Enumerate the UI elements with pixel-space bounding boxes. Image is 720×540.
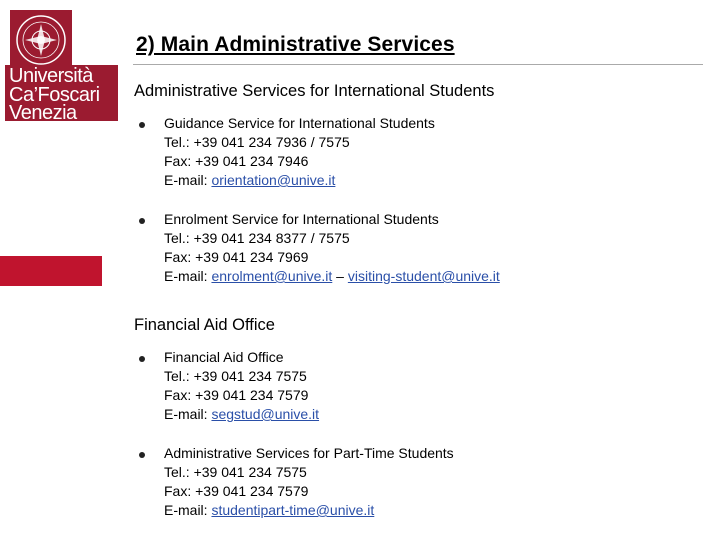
logo-line-2: Ca’Foscari xyxy=(9,83,100,106)
entry-enrolment-service xyxy=(164,210,500,286)
entry-fax: Fax: +39 041 234 7969 xyxy=(164,249,309,265)
section-heading-international: Administrative Services for International Students xyxy=(134,82,495,100)
email-label: E-mail: xyxy=(164,268,212,284)
email-label: E-mail: xyxy=(164,172,212,188)
university-seal-icon xyxy=(10,10,72,70)
page-title: 2) Main Administrative Services xyxy=(136,33,455,56)
entry-name: Enrolment Service for International Students xyxy=(164,211,439,227)
entry-name: Administrative Services for Part-Time Students xyxy=(164,445,454,461)
bullet-icon xyxy=(139,356,145,362)
entry-financial-aid-office xyxy=(164,348,319,424)
email-label: E-mail: xyxy=(164,406,212,422)
email-separator: – xyxy=(332,268,348,284)
entry-tel: Tel.: +39 041 234 7575 xyxy=(164,464,307,480)
email-link-part-time[interactable]: studentipart-time@unive.it xyxy=(211,502,375,518)
entry-fax: Fax: +39 041 234 7579 xyxy=(164,387,309,403)
entry-tel: Tel.: +39 041 234 7575 xyxy=(164,368,307,384)
email-link-enrolment[interactable]: enrolment@unive.it xyxy=(211,268,333,284)
entry-email xyxy=(164,171,435,190)
entry-fax: Fax: +39 041 234 7946 xyxy=(164,153,309,169)
entry-email xyxy=(164,501,454,520)
email-label: E-mail: xyxy=(164,502,212,518)
entry-part-time-students xyxy=(164,444,454,520)
email-link-segstud[interactable]: segstud@unive.it xyxy=(211,406,320,422)
entry-name: Guidance Service for International Students xyxy=(164,115,435,131)
side-accent-bar xyxy=(0,256,102,286)
entry-name: Financial Aid Office xyxy=(164,349,284,365)
title-divider xyxy=(133,64,703,65)
entry-tel: Tel.: +39 041 234 7936 / 7575 xyxy=(164,134,350,150)
university-wordmark xyxy=(5,65,118,124)
email-link-orientation[interactable]: orientation@unive.it xyxy=(211,172,336,188)
entry-fax: Fax: +39 041 234 7579 xyxy=(164,483,309,499)
bullet-icon xyxy=(139,122,145,128)
entry-email xyxy=(164,405,319,424)
logo-line-1: Università xyxy=(9,65,93,87)
logo-line-3: Venezia xyxy=(9,102,77,124)
entry-email xyxy=(164,267,500,286)
bullet-icon xyxy=(139,452,145,458)
bullet-icon xyxy=(139,218,145,224)
entry-tel: Tel.: +39 041 234 8377 / 7575 xyxy=(164,230,350,246)
email-link-visiting-student[interactable]: visiting-student@unive.it xyxy=(347,268,500,284)
section-heading-financial-aid: Financial Aid Office xyxy=(134,316,275,334)
entry-guidance-service xyxy=(164,114,435,190)
